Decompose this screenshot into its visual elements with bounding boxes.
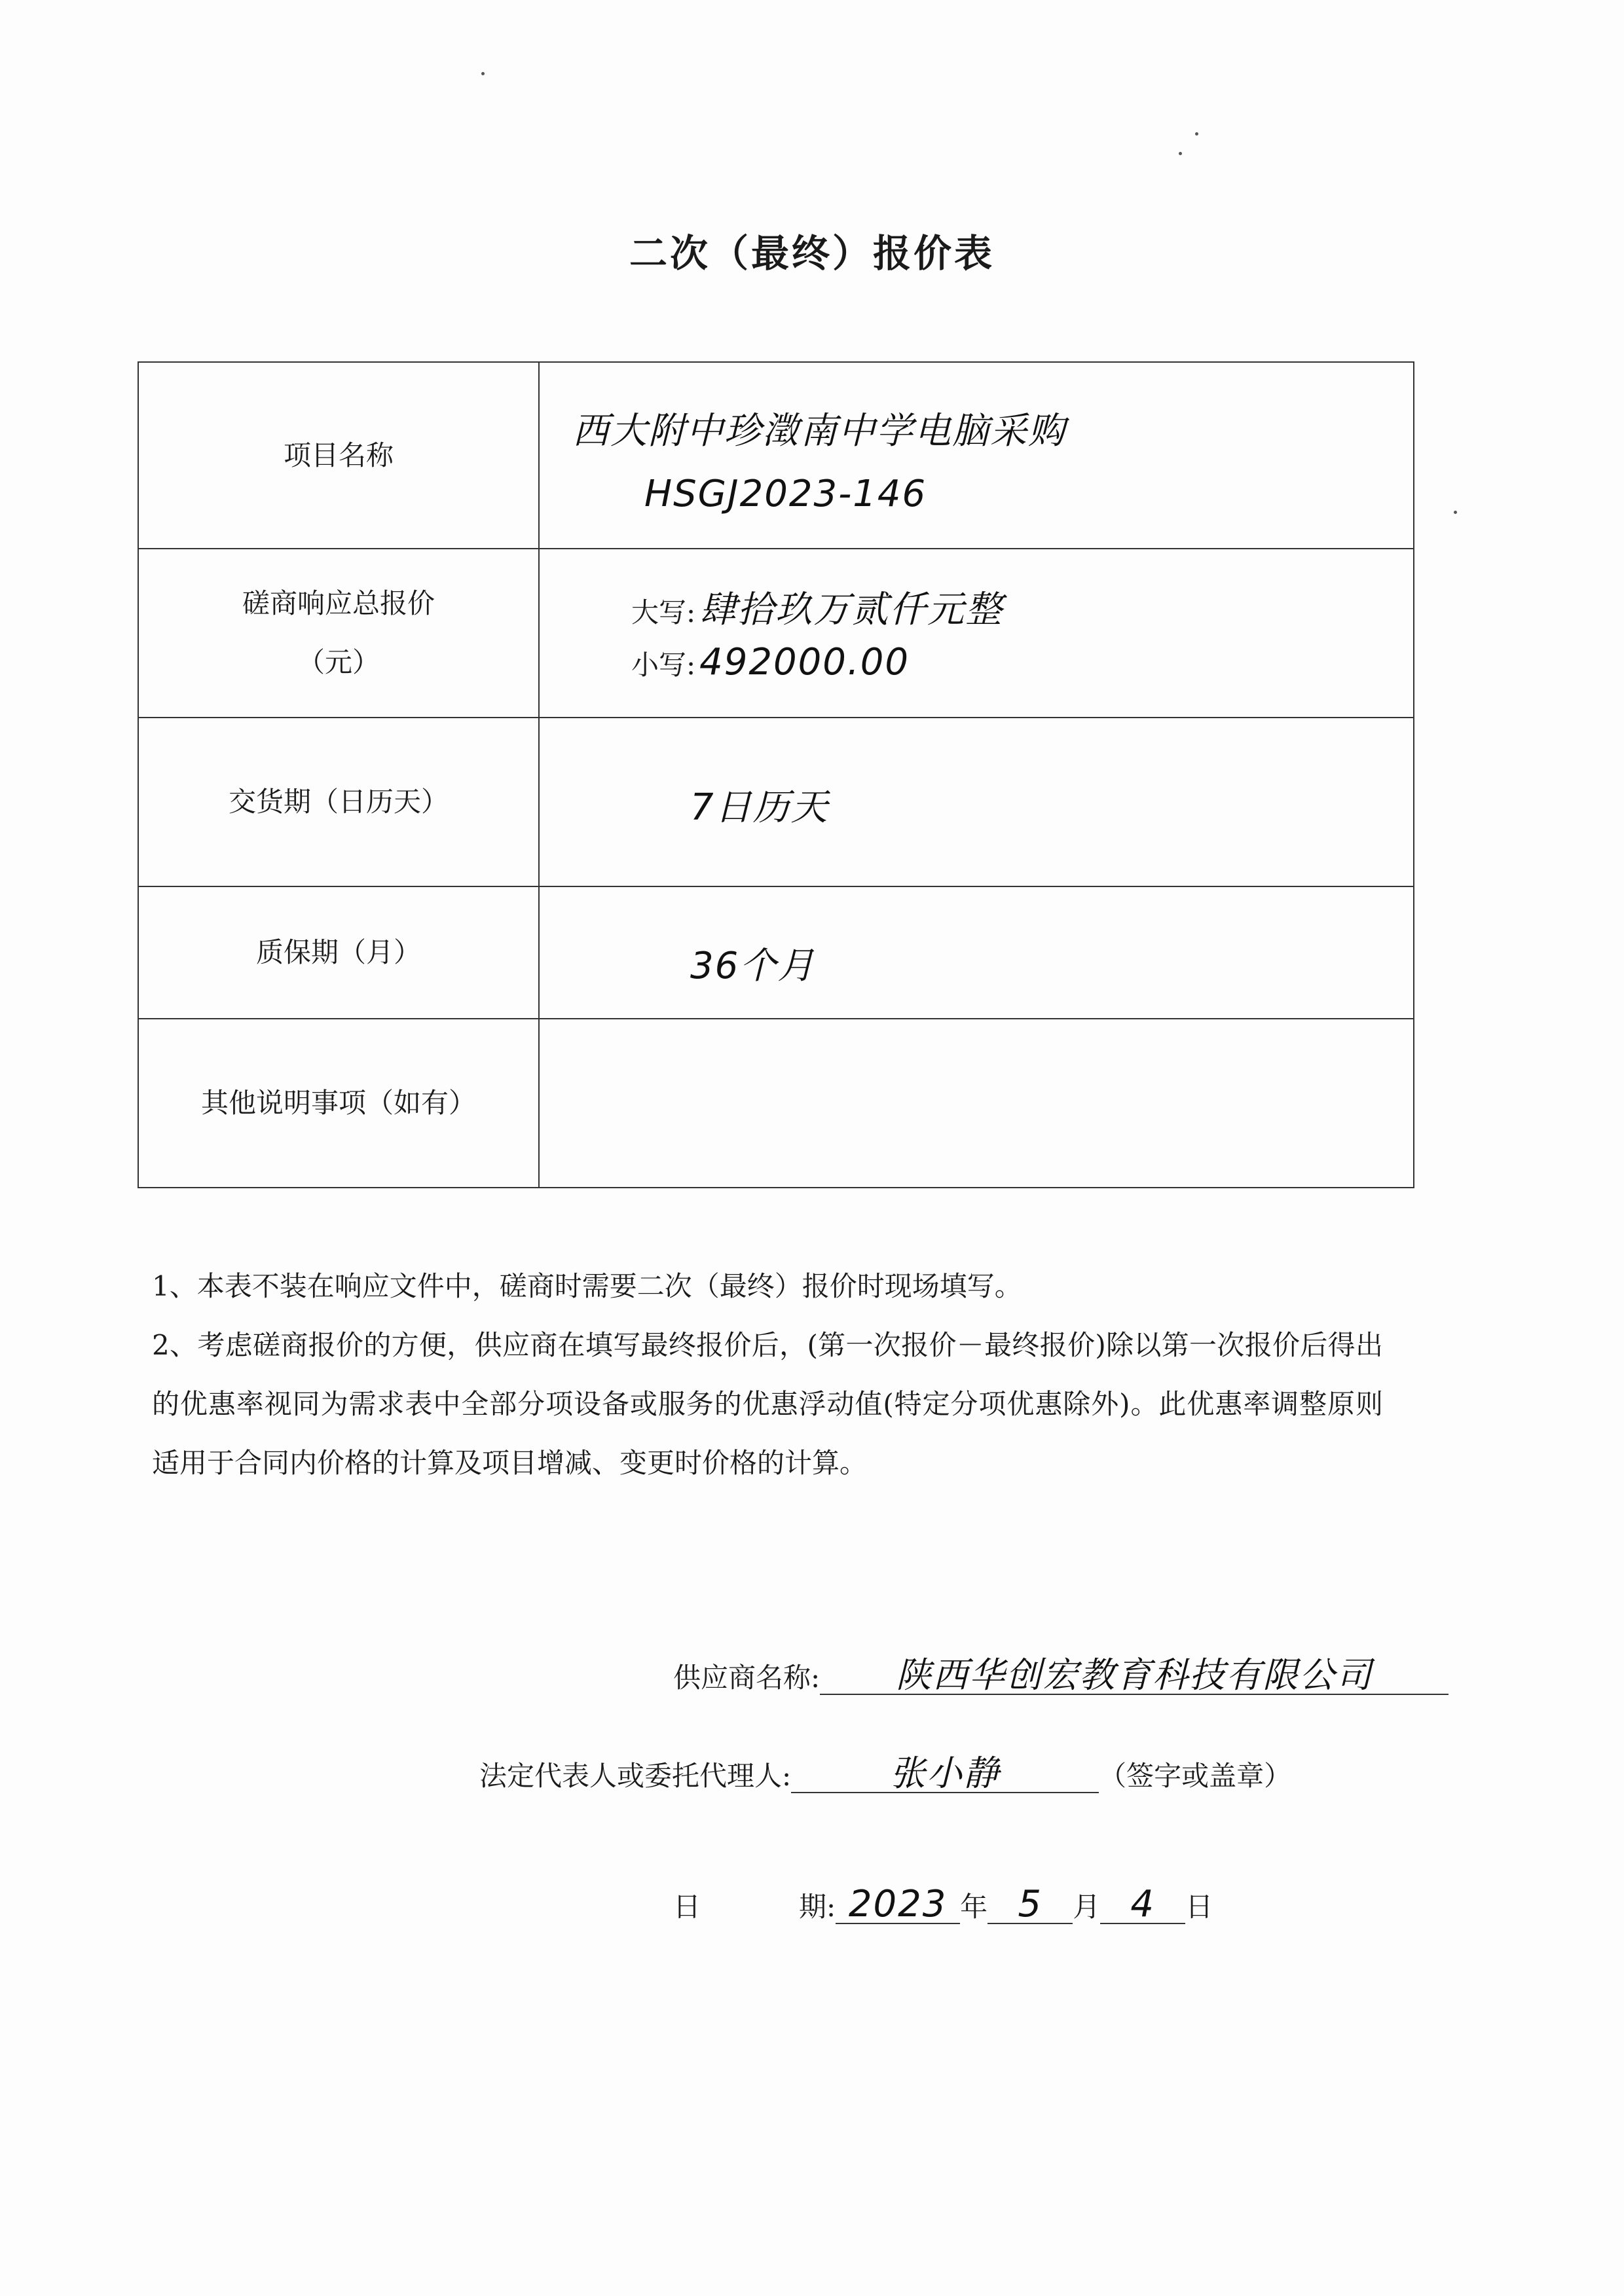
label-text: （元） (297, 646, 380, 678)
note-item: 1、本表不装在响应文件中，磋商时需要二次（最终）报价时现场填写。 (152, 1270, 1022, 1302)
value-other-notes (539, 1019, 1414, 1188)
amount-upper-label: 大写: (631, 596, 696, 629)
label-text: 磋商响应总报价 (242, 587, 435, 619)
label-text: 交货期（日历天） (228, 786, 449, 818)
scan-speck (1195, 132, 1198, 136)
rep-signature: 张小静 (791, 1755, 1099, 1793)
label-text: 项目名称 (283, 439, 394, 471)
handwritten-delivery: 7日历天 (690, 786, 829, 829)
scan-speck (481, 72, 485, 75)
amount-lower-label: 小写: (631, 649, 696, 681)
label-other-notes (138, 1019, 539, 1188)
value-delivery (539, 718, 1414, 886)
label-delivery (138, 718, 539, 886)
label-project-name (138, 362, 539, 549)
label-total-price (138, 549, 539, 718)
amount-lower-row (631, 641, 910, 683)
row-project-name (138, 362, 1414, 549)
date-year-unit: 年 (960, 1891, 988, 1923)
date-day-unit: 日 (1185, 1891, 1213, 1923)
handwritten-amount-lower: 492000.00 (699, 641, 910, 683)
value-project-name (539, 362, 1414, 549)
supplier-label: 供应商名称: (673, 1662, 821, 1694)
label-warranty (138, 886, 539, 1019)
date-label-char1: 日 (673, 1891, 701, 1923)
date-label-char2: 期: (799, 1891, 836, 1923)
date-month: 5 (987, 1886, 1073, 1924)
handwritten-amount-upper: 肆拾玖万贰仟元整 (699, 589, 1004, 631)
note-item: 2、考虑磋商报价的方便，供应商在填写最终报价后，(第一次报价－最终报价)除以第一次报价后得出的优惠率视同为需求表中全部分项设备或服务的优惠浮动值(特定分项优惠除外)。此优惠率调整原则适用于合同内价格的计算及项目增减、变更时价格的计算。 (152, 1329, 1383, 1479)
rep-suffix: （签字或盖章） (1099, 1760, 1292, 1792)
row-other-notes (138, 1019, 1414, 1188)
handwritten-warranty: 36个月 (690, 945, 816, 987)
supplier-signature: 陕西华创宏教育科技有限公司 (820, 1657, 1449, 1695)
notes-section (152, 1257, 1383, 1493)
quote-table (138, 361, 1414, 1188)
row-warranty (138, 886, 1414, 1019)
value-total-price (539, 549, 1414, 718)
amount-upper-row (631, 581, 1003, 633)
value-warranty (539, 886, 1414, 1019)
handwritten-project-code: HSGJ2023-146 (644, 473, 927, 515)
document-title: 二次（最终）报价表 (629, 231, 995, 276)
representative-line (479, 1755, 1291, 1794)
date-year: 2023 (836, 1886, 960, 1924)
supplier-line (673, 1656, 1449, 1696)
rep-label: 法定代表人或委托代理人: (479, 1760, 792, 1792)
date-month-unit: 月 (1073, 1891, 1101, 1923)
scan-speck (1454, 511, 1457, 514)
date-line (673, 1883, 1213, 1925)
row-total-price (138, 549, 1414, 718)
handwritten-project-name: 西大附中珍澂南中学电脑采购 (572, 410, 1066, 452)
date-day: 4 (1100, 1886, 1185, 1924)
scan-speck (1179, 152, 1182, 155)
label-text: 质保期（月） (255, 936, 421, 968)
row-delivery (138, 718, 1414, 886)
label-text: 其他说明事项（如有） (200, 1087, 476, 1119)
